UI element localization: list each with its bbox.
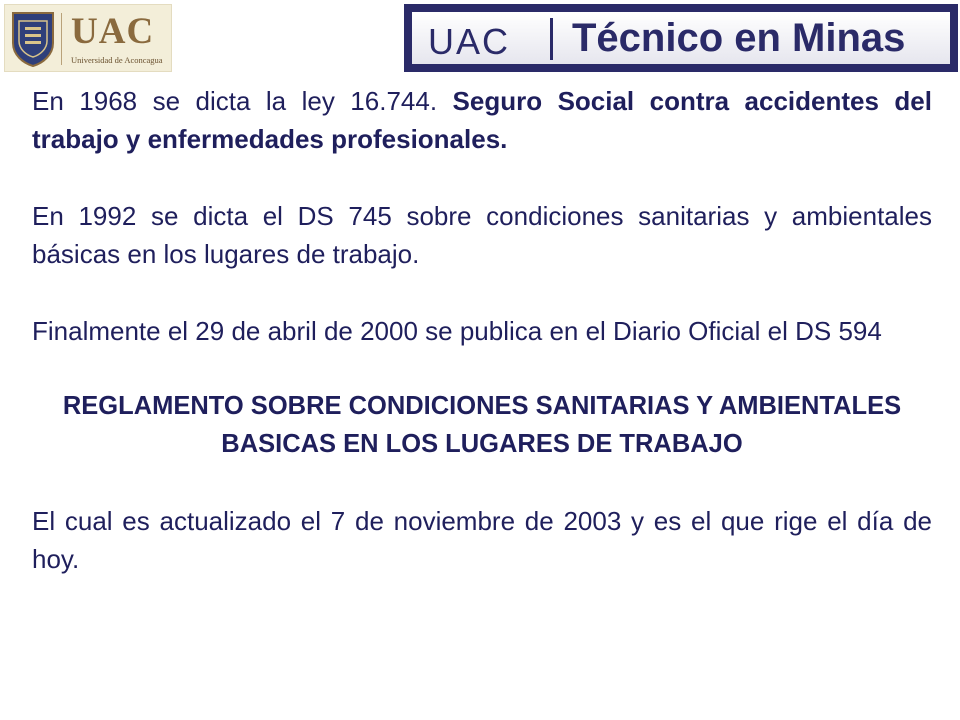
shield-icon: [11, 11, 55, 67]
paragraph-1968-bold: Seguro Social contra accidentes del trabajo y enfermedades profesionales.: [32, 86, 932, 155]
paragraph-1968: [32, 82, 932, 159]
program-banner: [404, 4, 958, 72]
paragraph-2000: Finalmente el 29 de abril de 2000 se publica en el Diario Oficial el DS 594: [32, 315, 882, 346]
logo-subtitle: Universidad de Aconcagua: [71, 55, 163, 65]
banner-divider: [550, 18, 553, 60]
logo-name: UAC: [71, 11, 155, 52]
banner-panel: [412, 12, 950, 64]
banner-short-name: UAC: [428, 21, 511, 62]
paragraph-2003: El cual es actualizado el 7 de noviembre de 2003 y es el que rige el día de hoy.: [32, 505, 932, 575]
paragraph-1992: En 1992 se dicta el DS 745 sobre condiciones sanitarias y ambientales básicas en los lugares de trabajo.: [32, 200, 932, 270]
university-logo: [4, 4, 172, 72]
paragraph-1968-text: En 1968 se dicta la ley 16.744.: [32, 86, 453, 116]
regulation-heading: REGLAMENTO SOBRE CONDICIONES SANITARIAS Y AMBIENTALES BASICAS EN LOS LUGARES DE TRABAJO: [62, 392, 902, 459]
slide-content: [32, 82, 932, 579]
banner-title: Técnico en Minas: [572, 16, 906, 60]
logo-divider: [61, 13, 62, 65]
